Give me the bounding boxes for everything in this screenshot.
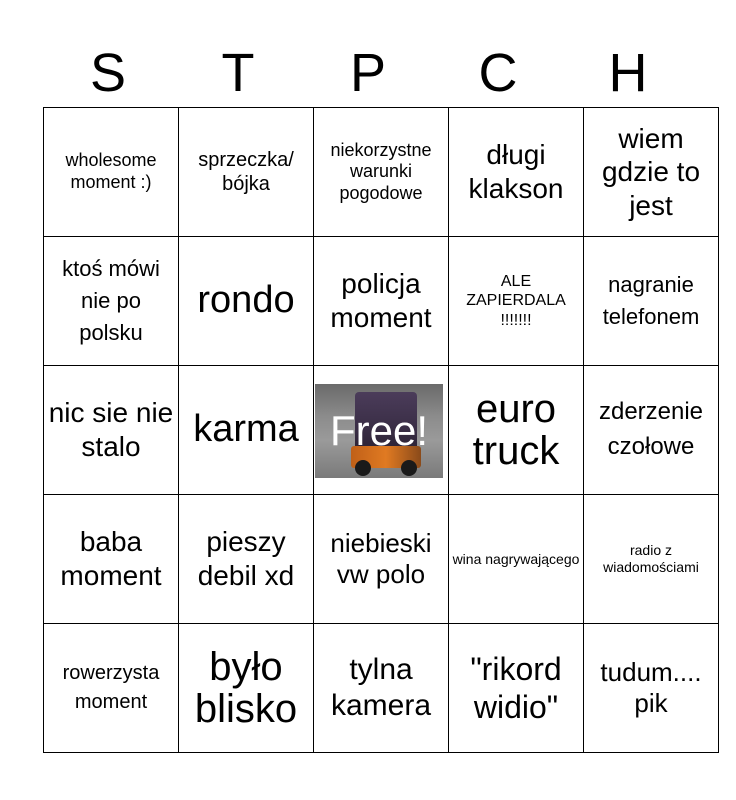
header-letter-c: C [478, 43, 518, 103]
bingo-cell[interactable]: niebieski vw polo [314, 495, 449, 624]
bingo-cell[interactable]: tylna kamera [314, 624, 449, 753]
board-row-1 [44, 108, 719, 237]
board-row-4 [44, 495, 719, 624]
bingo-cell[interactable]: nagranie telefonem [584, 237, 719, 366]
bingo-cell[interactable]: policja moment [314, 237, 449, 366]
bingo-cell[interactable]: radio z wiadomościami [584, 495, 719, 624]
board-row-2 [44, 237, 719, 366]
bingo-cell[interactable]: tudum.... pik [584, 624, 719, 753]
bingo-cell[interactable]: "rikord widio" [449, 624, 584, 753]
bingo-cell[interactable]: sprzeczka/ bójka [179, 108, 314, 237]
bingo-cell[interactable]: wholesome moment :) [44, 108, 179, 237]
board-row-3 [44, 366, 719, 495]
header-letter-t: T [221, 43, 255, 103]
bingo-cell[interactable]: ktoś mówi nie po polsku [44, 237, 179, 366]
free-label: Free! [329, 406, 429, 454]
bingo-cell[interactable]: ALE ZAPIERDALA !!!!!!! [449, 237, 584, 366]
bingo-cell[interactable]: pieszy debil xd [179, 495, 314, 624]
bingo-cell[interactable]: baba moment [44, 495, 179, 624]
bingo-cell[interactable]: rowerzysta moment [44, 624, 179, 753]
bingo-cell[interactable]: było blisko [179, 624, 314, 753]
header-letter-s: S [89, 43, 127, 103]
bingo-cell[interactable]: wiem gdzie to jest [584, 108, 719, 237]
board-row-5 [44, 624, 719, 753]
bingo-cell[interactable]: nic sie nie stalo [44, 366, 179, 495]
header-letter-p: P [349, 43, 387, 103]
bingo-cell[interactable]: euro truck [449, 366, 584, 495]
bingo-header [43, 42, 693, 104]
bingo-cell[interactable]: zderzenie czołowe [584, 366, 719, 495]
header-letter-h: H [608, 43, 648, 103]
bingo-cell[interactable]: długi klakson [449, 108, 584, 237]
bingo-cell[interactable]: wina nagrywającego [449, 495, 584, 624]
bingo-board [43, 107, 719, 753]
bingo-cell[interactable]: karma [179, 366, 314, 495]
bingo-cell[interactable]: niekorzystne warunki pogodowe [314, 108, 449, 237]
free-cell[interactable] [314, 366, 449, 495]
bingo-cell[interactable]: rondo [179, 237, 314, 366]
